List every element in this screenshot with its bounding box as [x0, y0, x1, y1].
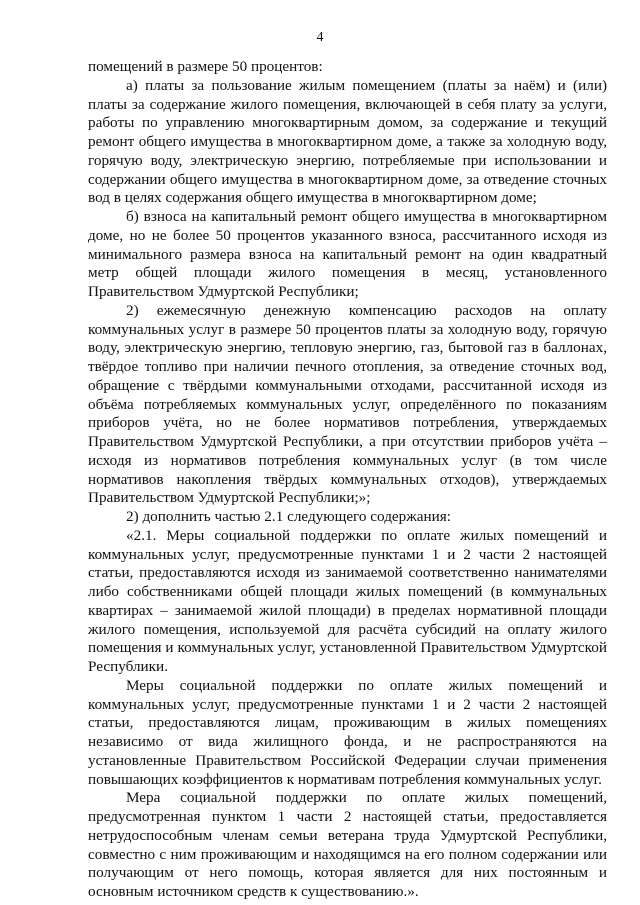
paragraph-item-b: б) взноса на капитальный ремонт общего имущества в многоквартирном доме, но не более 50 процентов указанного взноса, рассчитанного исходя из минимального размера взноса на капитальный ремонт на один квадратный метр общей площади жилого помещения в месяц, установленного Правительством Удмуртской Республики; — [88, 208, 607, 300]
paragraph-continuation: помещений в размере 50 процентов: — [88, 58, 323, 75]
paragraph-item-2-compensation: 2) ежемесячную денежную компенсацию расходов на оплату коммунальных услуг в размере 50 процентов платы за холодную воду, горячую воду, электрическую энергию, тепловую энергию, газ, бытовой газ в баллонах, твёрдое топливо при наличии печного отопления, за отведение сточных вод, обращение с твёрдыми коммунальными отходами, рассчитанной исходя из объёма потребляемых коммунальных услуг, определённого по показаниям приборов учёта, но не более нормативов потребления, утверждаемых Правительством Удмуртской Республики, а при отсутствии приборов учёта – исходя из нормативов потребления коммунальных услуг (в том числе нормативов накопления твёрдых коммунальных отходов), утверждаемых Правительством Удмуртской Республики;»; — [88, 301, 607, 507]
page-number: 4 — [316, 30, 324, 45]
paragraph-part-2-1: «2.1. Меры социальной поддержки по оплате жилых помещений и коммунальных услуг, предусмотренные пунктами 1 и 2 части 2 настоящей статьи, предоставляются исходя из занимаемой соответственно нанимателями либо собственниками общей площади жилых помещений (в коммунальных квартирах – занимаемой жилой площади) в пределах нормативной площади жилого помещения, используемой для расчёта субсидий на оплату жилого помещения и коммунальных услуг, установленной Правительством Удмуртской Республики. — [88, 526, 607, 675]
paragraph-social-support-measures: Меры социальной поддержки по оплате жилых помещений и коммунальных услуг, предусмотренные пунктами 1 и 2 части 2 настоящей статьи, предоставляются лицам, проживающим в жилых помещениях независимо от вида жилищного фонда, и не распространяются на установленные Правительством Российской Федерации случаи применения повышающих коэффициентов к нормативам потребления коммунальных услуг. — [88, 676, 607, 788]
paragraph-amendment-2: 2) дополнить частью 2.1 следующего содержания: — [126, 508, 451, 525]
document-body — [88, 58, 607, 902]
paragraph-family-members: Мера социальной поддержки по оплате жилых помещений, предусмотренная пунктом 1 части 2 настоящей статьи, предоставляется нетрудоспособным членам семьи ветерана труда Удмуртской Республики, совместно с ним проживающим и находящимся на его полном содержании или получающим от него помощь, которая является для них постоянным и основным источником средств к существованию.». — [88, 789, 607, 900]
paragraph-item-a: а) платы за пользование жилым помещением (платы за наём) и (или) платы за содержание жилого помещения, включающей в себя плату за услуги, работы по управлению многоквартирным домом, за содержание и текущий ремонт общего имущества в многоквартирном доме, а также за холодную воду, горячую воду, электрическую энергию, потребляемые при использовании и содержании общего имущества в многоквартирном доме, за отведение сточных вод в целях содержания общего имущества в многоквартирном доме; — [88, 76, 607, 207]
